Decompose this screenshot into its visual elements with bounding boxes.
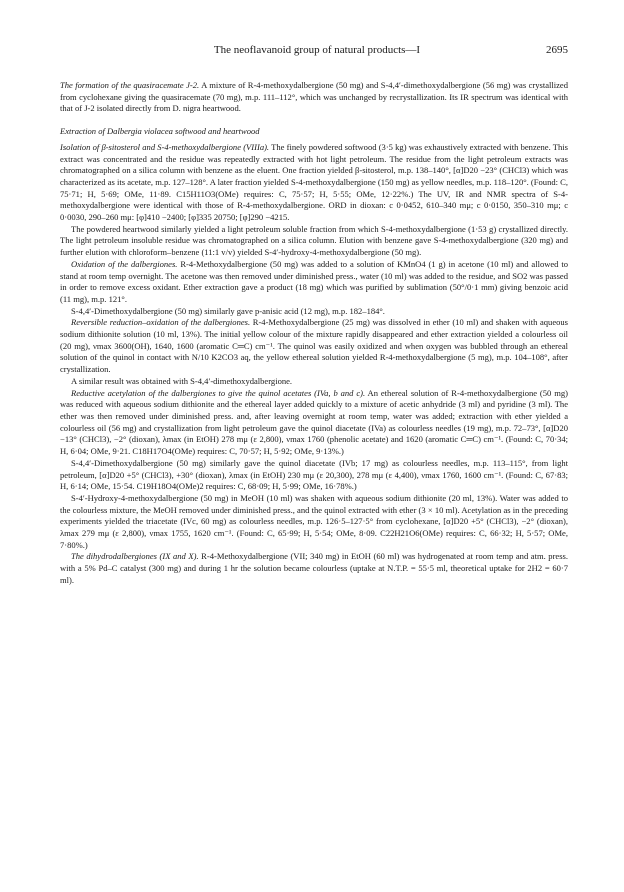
journal-page xyxy=(60,44,568,587)
runin-heading: The formation of the quasiracemate J-2. xyxy=(60,80,200,90)
page-number: 2695 xyxy=(546,44,568,56)
runin-heading: Reductive acetylation of the dalbergiones to give the quinol acetates (IVa, b and c). xyxy=(71,387,366,398)
paragraph-text: An ethereal solution of R-4-methoxydalbergione (50 mg) was reduced with aqueous sodium dithionite and the ethereal layer added quickly to a mixture of acetic anhydride (3 ml) and pyridine (3 ml). The ether was then removed under diminished press. and, after leaving overnight at room temp, water was added; extraction with ether yielded a colourless oil (56 mg) and crystallization from light petroleum gave the quinol diacetate (IVa) as colourless needles (19 mg), m.p. 72–73°, [α]D20 −13° (CHCl3), −2° (dioxan), λmax (in EtOH) 278 mμ (ε 2,800), νmax 1760 (phenolic acetate) and 1620 (aromatic C═C) cm⁻¹. (Found: C, 70·34; H, 6·04; OMe, 9·21. C18H17O4(OMe) requires: C, 70·57; H, 5·92; OMe, 9·13%.) xyxy=(60,387,568,457)
paragraph-similar: A similar result was obtained with S-4,4′-dimethoxydalbergione. xyxy=(71,375,293,386)
runin-heading: The dihydrodalbergiones (IX and X). xyxy=(71,551,199,562)
paragraph-triacetate-ivc: S-4′-Hydroxy-4-methoxydalbergione (50 mg) in MeOH (10 ml) was shaken with aqueous sodium dithionite (20 ml, 13%). Water was added to the colourless mixture, the MeOH removed under diminished press., and the quinol extracted with ether (3 × 10 ml). Acetylation as in the preceding experiments yielded the triacetate (IVc, 60 mg) as colourless needles, m.p. 126·5–127·5° from cyclohexane, [α]D20 +5° (CHCl3), −2° (dioxan), λmax 279 mμ (ε 2,800), νmax 1755, 1620 cm⁻¹. (Found: C, 65·99; H, 5·54; OMe, 8·09. C22H21O6(OMe) requires: C, 66·32; H, 5·57; OMe, 7·80%.) xyxy=(60,492,568,550)
paragraph-isolation xyxy=(60,142,568,224)
paragraph-text: R-4-Methoxydalbergione (50 mg) was added to a solution of KMnO4 (1 g) in acetone (10 ml) and allowed to stand at room temp overnight. The acetone was then removed under diminished press., water (10 ml) was added to the residue, and SO2 was passed in order to remove excess oxidant. Ether extraction gave a product (18 mg) which was purified by sublimation (50°/0·1 mm) giving benzoic acid (11 mg), m.p. 121°. xyxy=(60,258,569,304)
paragraph-text: The finely powdered softwood (3·5 kg) was exhaustively extracted with benzene. This extract was concentrated and the residue was repeatedly extracted with hot light petroleum. The residue from the light petroleum extracts was chromatographed on a silica column with benzene as the eluent. One fraction yielded β-sitosterol, m.p. 138–140°, [α]D20 −23° (CHCl3) which was characterized as its acetate, m.p. 127–128°. A later fraction yielded S-4-methoxydalbergione (150 mg) as yellow needles, m.p. 118–120°. (Found: C, 75·71; H, 5·69; OMe, 11·89. C15H11O3(OMe) requires: C, 75·57; H, 5·55; OMe, 12·22%.) The UV, IR and NMR spectra of S-4-methoxydalbergione were identical with those of R-4-methoxydalbergione. ORD in dioxan: c 0·0452, 610–340 mμ; c 0·0150, 350–310 mμ; c 0·0030, 290–260 mμ: [φ]410 −2400; [φ]335 20750; [φ]290 −4215. xyxy=(60,141,568,223)
running-header xyxy=(60,44,568,58)
runin-heading: Oxidation of the dalbergiones. xyxy=(71,258,178,269)
paragraph-text: R-4-Methoxydalbergione (25 mg) was dissolved in ether (10 ml) and shaken with aqueous sodium dithionite solution (10 ml, 13%). The initial yellow colour of the mixture rapidly disappeared and ether extraction yielded a colourless oil (20 mg), νmax 3600(OH), 1640, 1600 (aromatic C═C) cm⁻¹. The quinol was easily oxidized and when oxygen was bubbled through an ethereal solution of the quinol in contact with N/10 K2CO3 aq, the yellow ethereal solution yielded R-4-methoxydalbergione (5 mg), m.p. 104–108°, after crystallization. xyxy=(60,317,568,375)
paragraph-heartwood: The powdered heartwood similarly yielded a light petroleum soluble fraction from which S-4-methoxydalbergione (1·53 g) crystallized directly. The light petroleum insoluble residue was chromatographed on a silica column. Elution with benzene gave S-4-methoxydalbergione (320 mg) and further elution with chloroform–benzene (11:1 v/v) yielded S-4′-hydroxy-4-methoxydalbergione (50 mg). xyxy=(60,223,568,258)
paragraph-text: A mixture of R-4-methoxydalbergione (50 mg) and S-4,4′-dimethoxydalbergione (56 mg) was crystallized from cyclohexane giving the quasiracemate (70 mg), m.p. 111–112°, which was unchanged by recrystallization. Its IR spectrum was identical with that of J-2 isolated directly from D. nigra heartwood. xyxy=(60,80,568,114)
paragraph-oxidation xyxy=(60,259,568,306)
section-heading: Extraction of Dalbergia violacea softwood and heartwood xyxy=(60,126,260,137)
paragraph-text: R-4-Methoxydalbergione (VII; 340 mg) in EtOH (60 ml) was hydrogenated at room temp and atm. press. with a 5% Pd–C catalyst (300 mg) and during 1 hr the solution became colourless (uptake at N.T.P. = 55·5 ml, theoretical uptake for 2H2 = 60·7 ml). xyxy=(60,551,569,585)
runin-heading: Isolation of β-sitosterol and S-4-methoxydalbergione (VIIIa). xyxy=(60,141,270,152)
running-title: The neoflavanoid group of natural products—I xyxy=(213,44,421,56)
runin-heading: Reversible reduction–oxidation of the dalbergiones. xyxy=(71,317,251,328)
paragraph-anisic: S-4,4′-Dimethoxydalbergione (50 mg) similarly gave p-anisic acid (12 mg), m.p. 182–184°. xyxy=(71,305,385,316)
paragraph-dihydro xyxy=(60,551,568,586)
paragraph-reductive-acetylation xyxy=(60,388,568,458)
paragraph-reversible xyxy=(60,317,568,376)
paragraph-quasiracemate xyxy=(60,80,568,115)
paragraph-diacetate-ivb: S-4,4′-Dimethoxydalbergione (50 mg) similarly gave the quinol diacetate (IVb; 17 mg) as colourless needles, m.p. 113–115°, from light petroleum, [α]D20 +5° (CHCl3), +30° (dioxan), λmax (in EtOH) 230 mμ (ε 20,300), 278 mμ (ε 4,400), νmax 1760, 1600 cm⁻¹. (Found: C, 67·83; H, 6·14; OMe, 15·54. C19H18O4(OMe)2 requires: C, 68·09; H, 5·99; OMe, 16·78%.) xyxy=(60,457,568,492)
